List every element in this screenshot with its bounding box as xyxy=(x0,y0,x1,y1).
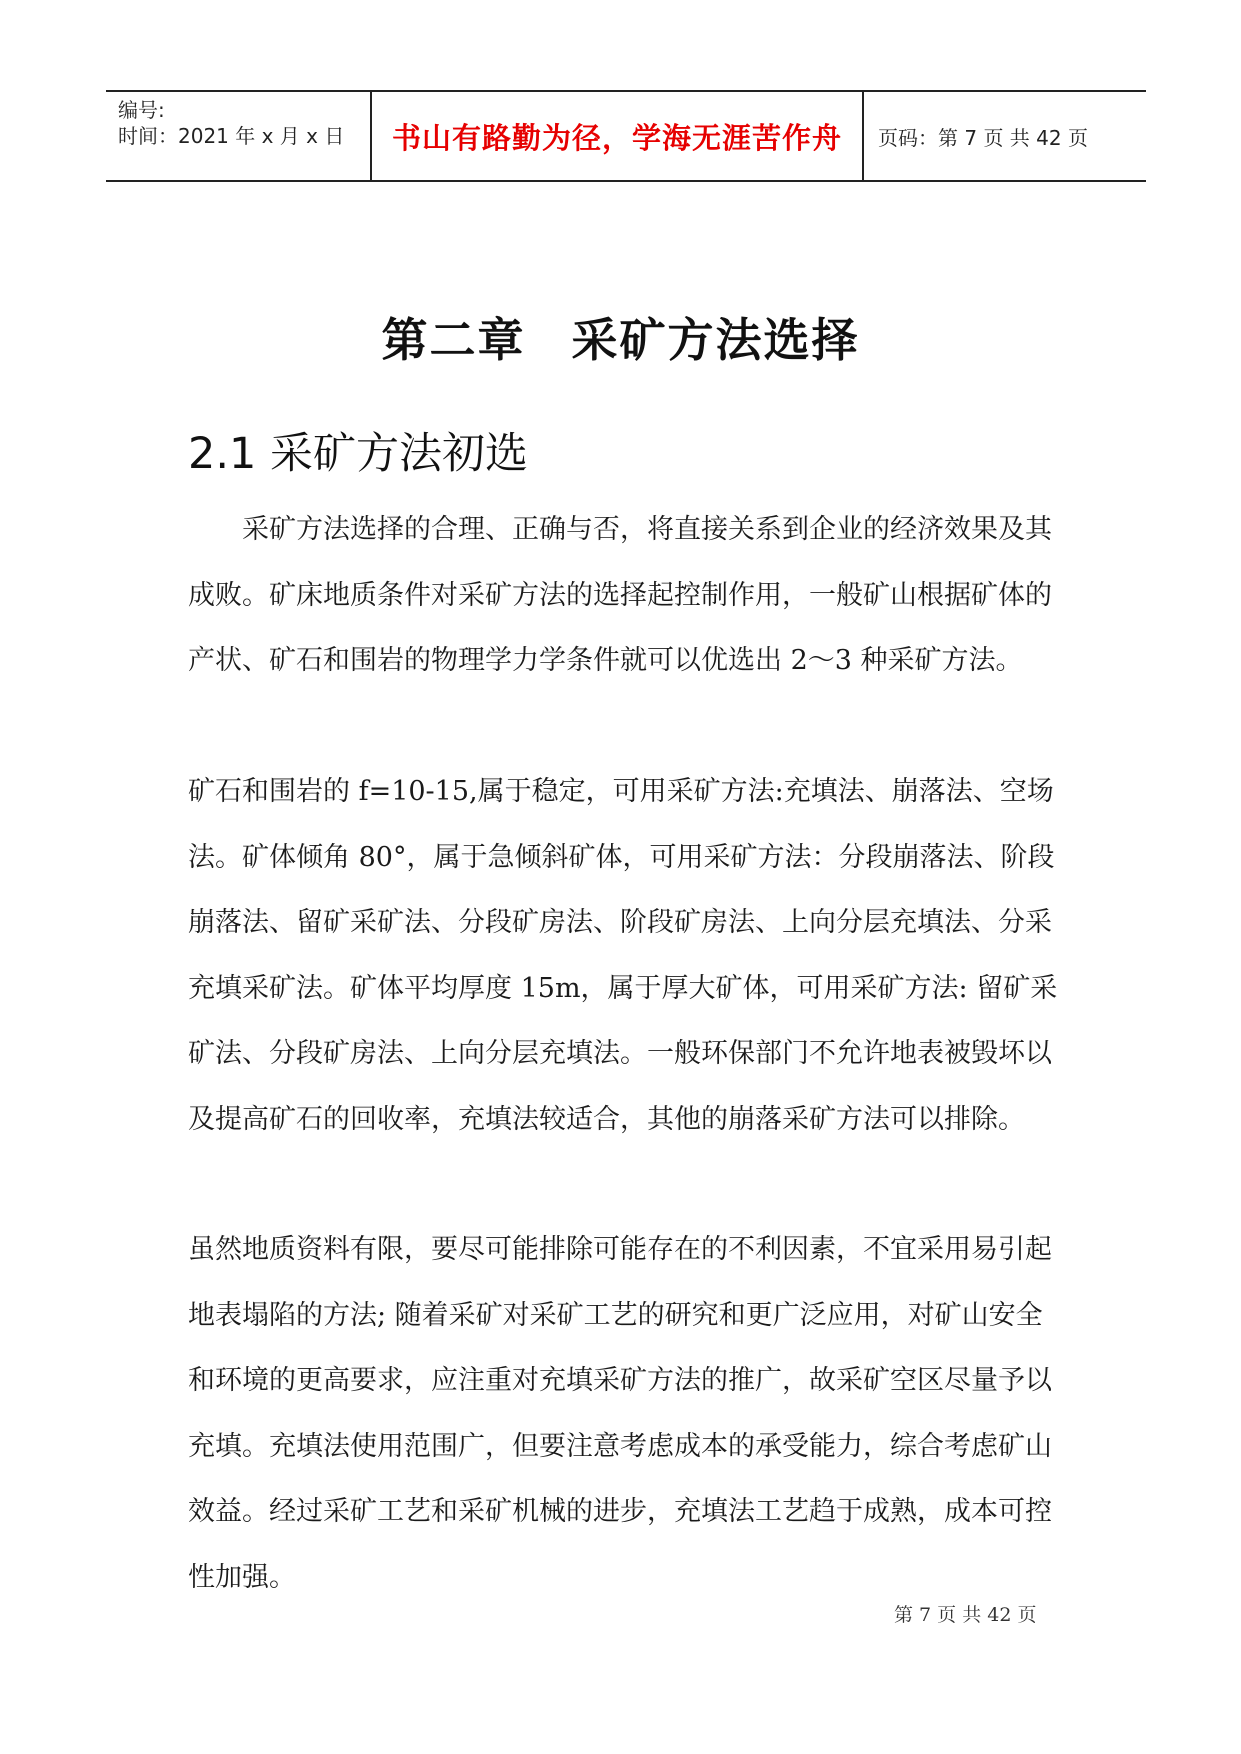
body-paragraph-1: 采矿方法选择的合理、正确与否，将直接关系到企业的经济效果及其成败。矿床地质条件对采矿方法的选择起控制作用，一般矿山根据矿体的产状、矿石和围岩的物理学力学条件就可以优选出 2～3 种采矿方法。 xyxy=(188,514,1052,676)
header-page-info: 页码：第 7 页 共 42 页 xyxy=(878,125,1088,150)
header-motto-cell xyxy=(370,92,864,180)
chapter-name: 采矿方法选择 xyxy=(571,313,860,367)
header-page-cell xyxy=(864,92,1146,180)
time-label: 时间：2021 年 x 月 x 日 xyxy=(118,124,345,148)
page-header xyxy=(106,90,1146,182)
section-title: 2.1 采矿方法初选 xyxy=(188,429,529,479)
chapter-title xyxy=(0,304,1241,370)
header-motto: 书山有路勤为径，学海无涯苦作舟 xyxy=(391,120,842,155)
body-paragraph-3: 虽然地质资料有限，要尽可能排除可能存在的不利因素，不宜采用易引起地表塌陷的方法; 随着采矿对采矿工艺的研究和更广泛应用，对矿山安全和环境的更高要求，应注重对充填采矿方法的推广，故采矿空区尽量予以充填。充填法使用范围广，但要注意考虑成本的承受能力，综合考虑矿山效益。经过采矿工艺和采矿机械的进步，充填法工艺趋于成熟，成本可控性加强。 xyxy=(188,1234,1052,1593)
header-meta-cell xyxy=(106,92,370,180)
chapter-number: 第二章 xyxy=(381,313,526,367)
body-paragraph-2: 矿石和围岩的 f=10-15,属于稳定，可用采矿方法:充填法、崩落法、空场法。矿体倾角 80°，属于急倾斜矿体，可用采矿方法：分段崩落法、阶段崩落法、留矿采矿法、分段矿房法、阶段矿房法、上向分层充填法、分采充填采矿法。矿体平均厚度 15m，属于厚大矿体，可用采矿方法: 留矿采矿法、分段矿房法、上向分层充填法。一般环保部门不允许地表被毁坏以及提高矿石的回收率，充填法较适合，其他的崩落采矿方法可以排除。 xyxy=(188,776,1058,1135)
serial-number-label: 编号: xyxy=(118,98,165,122)
page-footer: 第 7 页 共 42 页 xyxy=(894,1604,1037,1626)
